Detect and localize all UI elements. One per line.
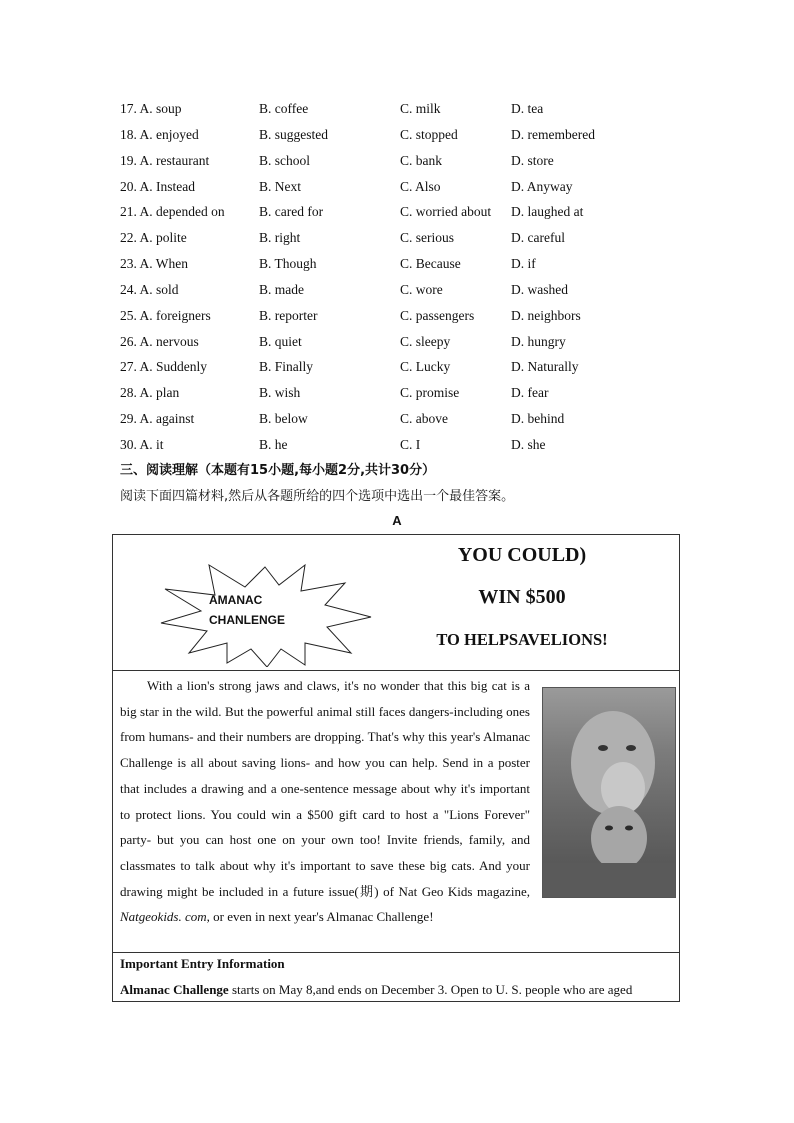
ad-headline-2: WIN $500 — [478, 586, 566, 608]
option-choice: B. suggested — [259, 126, 328, 142]
option-choice: C. stopped — [400, 126, 458, 142]
passage-body — [120, 673, 676, 930]
option-choice: D. fear — [511, 385, 549, 401]
lion-photo — [542, 687, 676, 898]
option-choice: D. washed — [511, 281, 568, 297]
option-row — [120, 408, 680, 434]
option-choice: D. store — [511, 152, 554, 168]
option-choice: 27. A. Suddenly — [120, 359, 208, 375]
option-choice: C. worried about — [400, 204, 492, 220]
entry-info-title: Important Entry Information — [120, 956, 285, 971]
option-choice: C. I — [400, 436, 421, 452]
option-choice: D. remembered — [511, 126, 595, 142]
option-choice: B. coffee — [259, 101, 309, 116]
option-choice: B. cared for — [259, 204, 324, 220]
option-row — [120, 176, 680, 202]
option-choice: B. made — [259, 281, 304, 297]
burst-text-line1: AMANAC — [209, 593, 263, 607]
passage-label: A — [392, 513, 402, 528]
option-choice: B. Finally — [259, 359, 314, 375]
entry-lead: Almanac Challenge — [120, 982, 229, 997]
option-row — [120, 227, 680, 253]
option-choice: D. Naturally — [511, 359, 579, 375]
option-choice: 22. A. polite — [120, 230, 187, 246]
option-choice: D. neighbors — [511, 307, 581, 323]
website-name: Natgeokids. com — [120, 909, 207, 925]
burst-text-line2: CHANLENGE — [209, 613, 286, 627]
option-row — [120, 124, 680, 150]
option-row — [120, 305, 680, 331]
option-choice: D. laughed at — [511, 204, 584, 220]
option-choice: D. behind — [511, 411, 565, 427]
option-choice: B. right — [259, 230, 301, 246]
passage-text: With a lion's strong jaws and claws, it's no wonder that this big cat is a big star in the wild. But the powerful animal still faces dangers-including ones from humans- and their numbers are dropping. That's why this year's Almanac Challenge is all about saving lions- and how you can help. Send in a poster that includes a drawing and a one-sentence message about why it's important to protect lions. You could win a $500 gift card to host a "Lions Forever" party- but you can host one on your own too! Invite friends, family, and classmates to talk about why it's important to save these big cats. And your drawing might be included in a future issue(期) of Nat Geo Kids magazine, — [120, 678, 530, 899]
option-row — [120, 382, 680, 408]
option-row — [120, 98, 680, 124]
option-choice: B. reporter — [259, 307, 318, 323]
option-choice: C. passengers — [400, 307, 475, 323]
option-choice: B. Though — [259, 256, 317, 272]
option-choice: 19. A. restaurant — [120, 152, 210, 168]
passage-text-end: , or even in next year's Almanac Challenge! — [206, 909, 434, 925]
passage-box — [112, 534, 680, 1002]
section-title: 三、阅读理解（本题有15小题,每小题2分,共计30分） — [120, 463, 436, 478]
ad-headline-1: YOU COULD) — [457, 544, 587, 566]
option-choice: 29. A. against — [120, 411, 195, 427]
entry-text: starts on May 8,and ends on December 3. Open to U. S. people who are aged — [228, 982, 633, 997]
option-choice: 24. A. sold — [120, 281, 179, 297]
option-choice: C. milk — [400, 101, 441, 116]
option-choice: 28. A. plan — [120, 385, 180, 401]
info-divider — [113, 952, 679, 953]
option-choice: B. wish — [259, 385, 301, 401]
ad-header — [113, 535, 679, 671]
option-choice: B. he — [259, 436, 288, 452]
option-choice: 18. A. enjoyed — [120, 126, 199, 142]
option-choice: D. she — [511, 436, 546, 452]
option-row — [120, 331, 680, 357]
option-choice: C. bank — [400, 152, 442, 168]
entry-info-line — [120, 982, 676, 998]
lion-illustration — [543, 688, 675, 897]
option-row — [120, 150, 680, 176]
option-choice: C. wore — [400, 281, 443, 297]
option-choice: C. above — [400, 411, 448, 427]
option-row — [120, 434, 680, 460]
option-choice: B. quiet — [259, 333, 302, 349]
ad-headline-3: TO HELPSAVELIONS! — [436, 630, 608, 649]
option-row — [120, 279, 680, 305]
option-choice: C. Lucky — [400, 359, 451, 375]
answer-options — [120, 98, 680, 460]
option-choice: 17. A. soup — [120, 101, 182, 116]
option-row — [120, 201, 680, 227]
option-choice: B. school — [259, 152, 311, 168]
option-choice: D. hungry — [511, 333, 566, 349]
option-choice: D. if — [511, 256, 536, 272]
option-choice: 25. A. foreigners — [120, 307, 211, 323]
option-choice: C. Also — [400, 178, 441, 194]
option-choice: 20. A. Instead — [120, 178, 195, 194]
option-choice: D. Anyway — [511, 178, 573, 194]
option-row — [120, 253, 680, 279]
option-choice: C. Because — [400, 256, 461, 272]
option-choice: 23. A. When — [120, 256, 188, 272]
option-choice: D. tea — [511, 101, 544, 116]
option-choice: 30. A. it — [120, 436, 164, 452]
section-instruction: 阅读下面四篇材料,然后从各题所给的四个选项中选出一个最佳答案。 — [120, 489, 515, 504]
option-choice: 26. A. nervous — [120, 333, 199, 349]
option-choice: 21. A. depended on — [120, 204, 225, 220]
option-choice: C. promise — [400, 385, 460, 401]
option-choice: D. careful — [511, 230, 565, 246]
option-choice: B. Next — [259, 178, 301, 194]
option-choice: C. sleepy — [400, 333, 451, 349]
option-choice: C. serious — [400, 230, 454, 246]
option-choice: B. below — [259, 411, 308, 427]
option-row — [120, 356, 680, 382]
